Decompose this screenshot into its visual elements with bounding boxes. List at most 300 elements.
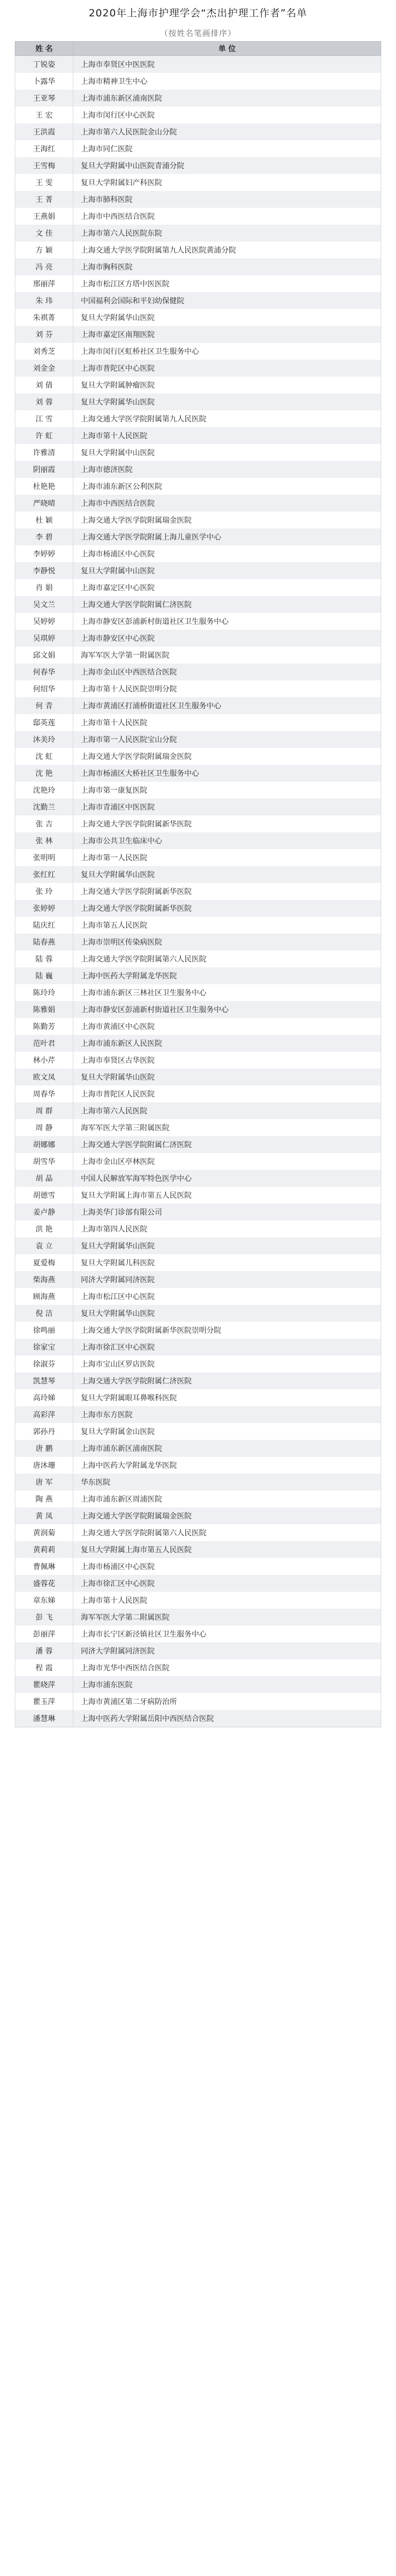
person-name: 林小芹 bbox=[15, 1052, 73, 1069]
table-row bbox=[15, 56, 381, 73]
work-unit: 上海交通大学医学院附属第六人民医院 bbox=[73, 950, 381, 967]
work-unit: 上海交通大学医学院附属仁济医院 bbox=[73, 596, 381, 613]
table-row bbox=[15, 1052, 381, 1069]
work-unit: 上海市第十人民医院崇明分院 bbox=[73, 680, 381, 697]
work-unit: 上海市第十人民医院 bbox=[73, 714, 381, 731]
table-row bbox=[15, 427, 381, 444]
work-unit: 上海市同仁医院 bbox=[73, 140, 381, 157]
table-row bbox=[15, 478, 381, 495]
person-name: 刘秀芝 bbox=[15, 343, 73, 360]
table-row bbox=[15, 275, 381, 292]
work-unit: 海军军医大学第二附属医院 bbox=[73, 1609, 381, 1626]
person-name: 沐美玲 bbox=[15, 731, 73, 748]
work-unit: 上海市静安区彭浦新村街道社区卫生服务中心 bbox=[73, 1001, 381, 1018]
table-row bbox=[15, 495, 381, 512]
person-name: 张 玲 bbox=[15, 883, 73, 900]
table-row bbox=[15, 393, 381, 410]
work-unit: 复旦大学附属华山医院 bbox=[73, 393, 381, 410]
work-unit: 上海市浦东新区浦南医院 bbox=[73, 1440, 381, 1457]
person-name: 洪 艳 bbox=[15, 1220, 73, 1237]
work-unit: 上海市浦东医院 bbox=[73, 1676, 381, 1693]
person-name: 程 霞 bbox=[15, 1659, 73, 1676]
table-row bbox=[15, 562, 381, 579]
person-name: 潘 蓉 bbox=[15, 1642, 73, 1659]
table-row bbox=[15, 1507, 381, 1524]
person-name: 陈勤芳 bbox=[15, 1018, 73, 1035]
work-unit: 上海交通大学医学院附属瑞金医院 bbox=[73, 512, 381, 528]
work-unit: 上海市青浦区中医医院 bbox=[73, 799, 381, 815]
work-unit: 上海交通大学医学院附属新华医院 bbox=[73, 883, 381, 900]
table-row bbox=[15, 900, 381, 917]
person-name: 邢丽萍 bbox=[15, 275, 73, 292]
work-unit: 上海市黄浦区第二牙病防治所 bbox=[73, 1693, 381, 1710]
person-name: 潘慧琳 bbox=[15, 1710, 73, 1727]
person-name: 胡德雪 bbox=[15, 1187, 73, 1204]
person-name: 柴海燕 bbox=[15, 1271, 73, 1288]
table-row bbox=[15, 1018, 381, 1035]
person-name: 王 菁 bbox=[15, 191, 73, 208]
work-unit: 海军军医大学第一附属医院 bbox=[73, 647, 381, 664]
table-row bbox=[15, 950, 381, 967]
work-unit: 上海市静安区中心医院 bbox=[73, 630, 381, 647]
person-name: 邸英莲 bbox=[15, 714, 73, 731]
table-row bbox=[15, 326, 381, 343]
work-unit: 上海市第一人民医院 bbox=[73, 849, 381, 866]
table-row bbox=[15, 680, 381, 697]
person-name: 徐家宝 bbox=[15, 1339, 73, 1356]
table-row bbox=[15, 1136, 381, 1153]
work-unit: 上海市徐汇区中心医院 bbox=[73, 1339, 381, 1356]
work-unit: 上海市东方医院 bbox=[73, 1406, 381, 1423]
person-name: 周 群 bbox=[15, 1102, 73, 1119]
person-name: 盛蓉花 bbox=[15, 1575, 73, 1592]
table-row bbox=[15, 1339, 381, 1356]
person-name: 陶 燕 bbox=[15, 1491, 73, 1507]
work-unit: 上海市嘉定区南翔医院 bbox=[73, 326, 381, 343]
table-row bbox=[15, 1356, 381, 1372]
person-name: 许 虹 bbox=[15, 427, 73, 444]
work-unit: 上海中医药大学附属龙华医院 bbox=[73, 967, 381, 984]
person-name: 文 佳 bbox=[15, 225, 73, 242]
table-header bbox=[15, 42, 381, 56]
table-row bbox=[15, 866, 381, 883]
person-name: 黄莉莉 bbox=[15, 1541, 73, 1558]
person-name: 唐沐珊 bbox=[15, 1457, 73, 1474]
header-name: 姓 名 bbox=[15, 42, 73, 56]
table-row bbox=[15, 545, 381, 562]
person-name: 张 林 bbox=[15, 832, 73, 849]
person-name: 杜 颖 bbox=[15, 512, 73, 528]
table-row bbox=[15, 714, 381, 731]
work-unit: 上海市普陀区人民医院 bbox=[73, 1085, 381, 1102]
person-name: 张婷婷 bbox=[15, 900, 73, 917]
table-row bbox=[15, 528, 381, 545]
work-unit: 上海市崇明区传染病医院 bbox=[73, 934, 381, 950]
person-name: 江 雪 bbox=[15, 410, 73, 427]
work-unit: 复旦大学附属中山医院 bbox=[73, 444, 381, 461]
table-body bbox=[15, 56, 381, 1727]
work-unit: 上海交通大学医学院附属第六人民医院 bbox=[73, 1524, 381, 1541]
person-name: 王 雯 bbox=[15, 174, 73, 191]
person-name: 唐 军 bbox=[15, 1474, 73, 1491]
table-row bbox=[15, 1626, 381, 1642]
person-name: 何 青 bbox=[15, 697, 73, 714]
table-row bbox=[15, 1575, 381, 1592]
table-row bbox=[15, 1271, 381, 1288]
person-name: 李 碧 bbox=[15, 528, 73, 545]
work-unit: 上海美华门诊部有限公司 bbox=[73, 1204, 381, 1220]
table-row bbox=[15, 647, 381, 664]
table-row bbox=[15, 1220, 381, 1237]
table-row bbox=[15, 1609, 381, 1626]
person-name: 袁 立 bbox=[15, 1237, 73, 1254]
table-row bbox=[15, 410, 381, 427]
work-unit: 上海市浦东新区人民医院 bbox=[73, 1035, 381, 1052]
work-unit: 复旦大学附属上海市第五人民医院 bbox=[73, 1187, 381, 1204]
table-row bbox=[15, 664, 381, 680]
person-name: 夏爱梅 bbox=[15, 1254, 73, 1271]
page-subtitle: （按姓名笔画排序） bbox=[159, 28, 236, 38]
table-row bbox=[15, 1119, 381, 1136]
table-row bbox=[15, 815, 381, 832]
table-row bbox=[15, 461, 381, 478]
table-row bbox=[15, 1322, 381, 1339]
table-row bbox=[15, 157, 381, 174]
table-row bbox=[15, 765, 381, 782]
work-unit: 上海市精神卫生中心 bbox=[73, 73, 381, 90]
table-row bbox=[15, 1372, 381, 1389]
person-name: 周春华 bbox=[15, 1085, 73, 1102]
work-unit: 上海市中西医结合医院 bbox=[73, 495, 381, 512]
table-row bbox=[15, 1524, 381, 1541]
work-unit: 上海市肺科医院 bbox=[73, 191, 381, 208]
work-unit: 上海市光华中西医结合医院 bbox=[73, 1659, 381, 1676]
person-name: 方 颖 bbox=[15, 242, 73, 258]
table-row bbox=[15, 1541, 381, 1558]
person-name: 彭丽萍 bbox=[15, 1626, 73, 1642]
work-unit: 上海市奉贤区中医医院 bbox=[73, 56, 381, 73]
work-unit: 同济大学附属同济医院 bbox=[73, 1271, 381, 1288]
person-name: 陆庆红 bbox=[15, 917, 73, 934]
work-unit: 上海市徐汇区中心医院 bbox=[73, 1575, 381, 1592]
table-row bbox=[15, 1406, 381, 1423]
person-name: 张明明 bbox=[15, 849, 73, 866]
person-name: 刘 倩 bbox=[15, 377, 73, 393]
person-name: 刘 芬 bbox=[15, 326, 73, 343]
table-row bbox=[15, 596, 381, 613]
work-unit: 上海交通大学医学院附属第九人民医院黄浦分院 bbox=[73, 242, 381, 258]
table-row bbox=[15, 360, 381, 377]
table-row bbox=[15, 1457, 381, 1474]
work-unit: 复旦大学附属金山医院 bbox=[73, 1423, 381, 1440]
work-unit: 上海市第四人民医院 bbox=[73, 1220, 381, 1237]
person-name: 黄润菊 bbox=[15, 1524, 73, 1541]
work-unit: 上海市杨浦区大桥社区卫生服务中心 bbox=[73, 765, 381, 782]
work-unit: 上海市浦东新区周浦医院 bbox=[73, 1491, 381, 1507]
person-name: 朱祺菁 bbox=[15, 309, 73, 326]
work-unit: 上海交通大学医学院附属新华医院 bbox=[73, 815, 381, 832]
table-row bbox=[15, 1288, 381, 1305]
person-name: 严晓晴 bbox=[15, 495, 73, 512]
work-unit: 上海市第五人民医院 bbox=[73, 917, 381, 934]
table-row bbox=[15, 934, 381, 950]
table-row bbox=[15, 883, 381, 900]
person-name: 王亚琴 bbox=[15, 90, 73, 107]
header-unit: 单 位 bbox=[73, 42, 381, 56]
work-unit: 上海市杨浦区中心医院 bbox=[73, 1558, 381, 1575]
table-row bbox=[15, 984, 381, 1001]
table-row bbox=[15, 1558, 381, 1575]
person-name: 沈 艳 bbox=[15, 765, 73, 782]
person-name: 瞿晓萍 bbox=[15, 1676, 73, 1693]
table-row bbox=[15, 343, 381, 360]
person-name: 冯 亮 bbox=[15, 258, 73, 275]
person-name: 陆 巍 bbox=[15, 967, 73, 984]
work-unit: 上海市长宁区新泾镇社区卫生服务中心 bbox=[73, 1626, 381, 1642]
table-row bbox=[15, 1389, 381, 1406]
person-name: 沈艳玲 bbox=[15, 782, 73, 799]
work-unit: 上海交通大学医学院附属新华医院崇明分院 bbox=[73, 1322, 381, 1339]
table-row bbox=[15, 1676, 381, 1693]
table-row bbox=[15, 1153, 381, 1170]
table-row bbox=[15, 107, 381, 123]
table-row bbox=[15, 174, 381, 191]
person-name: 黄 凤 bbox=[15, 1507, 73, 1524]
table-row bbox=[15, 1710, 381, 1727]
table-row bbox=[15, 123, 381, 140]
person-name: 朱 玮 bbox=[15, 292, 73, 309]
table-row bbox=[15, 1001, 381, 1018]
person-name: 吴婷婷 bbox=[15, 613, 73, 630]
work-unit: 上海交通大学医学院附属仁济医院 bbox=[73, 1136, 381, 1153]
work-unit: 上海市嘉定区中心医院 bbox=[73, 579, 381, 596]
work-unit: 上海市浦东新区三林社区卫生服务中心 bbox=[73, 984, 381, 1001]
person-name: 倪 洁 bbox=[15, 1305, 73, 1322]
table-row bbox=[15, 1187, 381, 1204]
person-name: 刘 蓉 bbox=[15, 393, 73, 410]
table-row bbox=[15, 1254, 381, 1271]
person-name: 卜露华 bbox=[15, 73, 73, 90]
work-unit: 复旦大学附属中山医院 bbox=[73, 562, 381, 579]
work-unit: 复旦大学附属妇产科医院 bbox=[73, 174, 381, 191]
table-row bbox=[15, 967, 381, 984]
table-row bbox=[15, 258, 381, 275]
person-name: 陆 蓉 bbox=[15, 950, 73, 967]
work-unit: 上海交通大学医学院附属瑞金医院 bbox=[73, 748, 381, 765]
table-row bbox=[15, 917, 381, 934]
person-name: 顾海燕 bbox=[15, 1288, 73, 1305]
person-name: 李婷婷 bbox=[15, 545, 73, 562]
work-unit: 上海市松江区方塔中医医院 bbox=[73, 275, 381, 292]
table-row bbox=[15, 697, 381, 714]
person-name: 彭 飞 bbox=[15, 1609, 73, 1626]
person-name: 王洪霞 bbox=[15, 123, 73, 140]
table-row bbox=[15, 579, 381, 596]
work-unit: 上海市第六人民医院 bbox=[73, 1102, 381, 1119]
work-unit: 上海市第十人民医院 bbox=[73, 427, 381, 444]
work-unit: 上海市第十人民医院 bbox=[73, 1592, 381, 1609]
person-name: 吴琪婷 bbox=[15, 630, 73, 647]
work-unit: 上海交通大学医学院附属上海儿童医学中心 bbox=[73, 528, 381, 545]
table-row bbox=[15, 191, 381, 208]
table-row bbox=[15, 90, 381, 107]
work-unit: 中国福利会国际和平妇幼保健院 bbox=[73, 292, 381, 309]
table-row bbox=[15, 1659, 381, 1676]
table-row bbox=[15, 140, 381, 157]
person-name: 章东娣 bbox=[15, 1592, 73, 1609]
person-name: 王 宏 bbox=[15, 107, 73, 123]
work-unit: 上海市第六人民医院东院 bbox=[73, 225, 381, 242]
work-unit: 复旦大学附属中山医院青浦分院 bbox=[73, 157, 381, 174]
work-unit: 上海市公共卫生临床中心 bbox=[73, 832, 381, 849]
table-row bbox=[15, 242, 381, 258]
person-name: 张红红 bbox=[15, 866, 73, 883]
person-name: 高彩萍 bbox=[15, 1406, 73, 1423]
work-unit: 上海市金山区亭林医院 bbox=[73, 1153, 381, 1170]
table-row bbox=[15, 613, 381, 630]
person-name: 胡 晶 bbox=[15, 1170, 73, 1187]
work-unit: 复旦大学附属眼耳鼻喉科医院 bbox=[73, 1389, 381, 1406]
work-unit: 上海中医药大学附属龙华医院 bbox=[73, 1457, 381, 1474]
person-name: 胡雪华 bbox=[15, 1153, 73, 1170]
work-unit: 海军军医大学第三附属医院 bbox=[73, 1119, 381, 1136]
table-row bbox=[15, 1069, 381, 1085]
person-name: 周 静 bbox=[15, 1119, 73, 1136]
table-row bbox=[15, 1085, 381, 1102]
person-name: 高玲娣 bbox=[15, 1389, 73, 1406]
table-row bbox=[15, 1423, 381, 1440]
table-row bbox=[15, 377, 381, 393]
work-unit: 上海交通大学医学院附属第九人民医院 bbox=[73, 410, 381, 427]
work-unit: 上海交通大学医学院附属新华医院 bbox=[73, 900, 381, 917]
work-unit: 上海市德济医院 bbox=[73, 461, 381, 478]
person-name: 邱文娟 bbox=[15, 647, 73, 664]
person-name: 肖 娟 bbox=[15, 579, 73, 596]
person-name: 何绍华 bbox=[15, 680, 73, 697]
table-row bbox=[15, 1204, 381, 1220]
work-unit: 同济大学附属同济医院 bbox=[73, 1642, 381, 1659]
person-name: 胡娜娜 bbox=[15, 1136, 73, 1153]
person-name: 阴丽霞 bbox=[15, 461, 73, 478]
table-row bbox=[15, 1693, 381, 1710]
table-row bbox=[15, 1491, 381, 1507]
table-row bbox=[15, 1440, 381, 1457]
person-name: 曹佩琳 bbox=[15, 1558, 73, 1575]
header-row bbox=[15, 42, 381, 56]
table-row bbox=[15, 309, 381, 326]
table-row bbox=[15, 1170, 381, 1187]
work-unit: 上海市静安区彭浦新村街道社区卫生服务中心 bbox=[73, 613, 381, 630]
work-unit: 华东医院 bbox=[73, 1474, 381, 1491]
work-unit: 上海市浦东新区浦南医院 bbox=[73, 90, 381, 107]
table-row bbox=[15, 1102, 381, 1119]
work-unit: 上海市闵行区虹桥社区卫生服务中心 bbox=[73, 343, 381, 360]
work-unit: 复旦大学附属肿瘤医院 bbox=[73, 377, 381, 393]
work-unit: 上海交通大学医学院附属瑞金医院 bbox=[73, 1507, 381, 1524]
table-row bbox=[15, 630, 381, 647]
person-name: 范叶君 bbox=[15, 1035, 73, 1052]
person-name: 李静悦 bbox=[15, 562, 73, 579]
work-unit: 上海市普陀区中心医院 bbox=[73, 360, 381, 377]
table-row bbox=[15, 832, 381, 849]
person-name: 杜艳艳 bbox=[15, 478, 73, 495]
person-name: 许雅清 bbox=[15, 444, 73, 461]
table-row bbox=[15, 849, 381, 866]
person-name: 王雪梅 bbox=[15, 157, 73, 174]
table-row bbox=[15, 1035, 381, 1052]
work-unit: 上海市黄浦区打浦桥街道社区卫生服务中心 bbox=[73, 697, 381, 714]
table-row bbox=[15, 1305, 381, 1322]
table-row bbox=[15, 731, 381, 748]
work-unit: 上海中医药大学附属岳阳中西医结合医院 bbox=[73, 1710, 381, 1727]
table-row bbox=[15, 1642, 381, 1659]
person-name: 陆春燕 bbox=[15, 934, 73, 950]
work-unit: 复旦大学附属华山医院 bbox=[73, 1069, 381, 1085]
work-unit: 上海交通大学医学院附属仁济医院 bbox=[73, 1372, 381, 1389]
work-unit: 上海市松江区中心医院 bbox=[73, 1288, 381, 1305]
person-name: 欧文凤 bbox=[15, 1069, 73, 1085]
table-row bbox=[15, 1474, 381, 1491]
person-name: 张 吉 bbox=[15, 815, 73, 832]
person-name: 陈玲玲 bbox=[15, 984, 73, 1001]
table-row bbox=[15, 73, 381, 90]
table-row bbox=[15, 1592, 381, 1609]
person-name: 凯慧琴 bbox=[15, 1372, 73, 1389]
table-row bbox=[15, 225, 381, 242]
table-row bbox=[15, 208, 381, 225]
work-unit: 复旦大学附属华山医院 bbox=[73, 866, 381, 883]
person-name: 何春华 bbox=[15, 664, 73, 680]
person-name: 瞿玉萍 bbox=[15, 1693, 73, 1710]
work-unit: 上海市中西医结合医院 bbox=[73, 208, 381, 225]
person-name: 郭孙丹 bbox=[15, 1423, 73, 1440]
work-unit: 上海市第一人民医院宝山分院 bbox=[73, 731, 381, 748]
honor-list-table bbox=[15, 41, 381, 1727]
table-row bbox=[15, 512, 381, 528]
person-name: 徐淑芬 bbox=[15, 1356, 73, 1372]
table-row bbox=[15, 748, 381, 765]
person-name: 陈雅娟 bbox=[15, 1001, 73, 1018]
page-title: 2020年上海市护理学会“杰出护理工作者”名单 bbox=[88, 7, 308, 19]
table-row bbox=[15, 782, 381, 799]
work-unit: 上海市闵行区中心医院 bbox=[73, 107, 381, 123]
work-unit: 上海市黄浦区中心医院 bbox=[73, 1018, 381, 1035]
work-unit: 上海市金山区中西医结合医院 bbox=[73, 664, 381, 680]
work-unit: 复旦大学附属上海市第五人民医院 bbox=[73, 1541, 381, 1558]
work-unit: 复旦大学附属华山医院 bbox=[73, 1305, 381, 1322]
work-unit: 中国人民解放军海军特色医学中心 bbox=[73, 1170, 381, 1187]
person-name: 姜卢静 bbox=[15, 1204, 73, 1220]
table-row bbox=[15, 292, 381, 309]
work-unit: 上海市胸科医院 bbox=[73, 258, 381, 275]
person-name: 刘金金 bbox=[15, 360, 73, 377]
work-unit: 复旦大学附属儿科医院 bbox=[73, 1254, 381, 1271]
person-name: 王海红 bbox=[15, 140, 73, 157]
person-name: 徐鸣丽 bbox=[15, 1322, 73, 1339]
person-name: 丁锐姿 bbox=[15, 56, 73, 73]
person-name: 吴文兰 bbox=[15, 596, 73, 613]
work-unit: 上海市奉贤区古华医院 bbox=[73, 1052, 381, 1069]
work-unit: 复旦大学附属华山医院 bbox=[73, 309, 381, 326]
person-name: 沈勤兰 bbox=[15, 799, 73, 815]
person-name: 唐 鹏 bbox=[15, 1440, 73, 1457]
work-unit: 上海市第六人民医院金山分院 bbox=[73, 123, 381, 140]
work-unit: 复旦大学附属华山医院 bbox=[73, 1237, 381, 1254]
work-unit: 上海市浦东新区公利医院 bbox=[73, 478, 381, 495]
work-unit: 上海市宝山区罗店医院 bbox=[73, 1356, 381, 1372]
table-row bbox=[15, 1237, 381, 1254]
table-row bbox=[15, 799, 381, 815]
